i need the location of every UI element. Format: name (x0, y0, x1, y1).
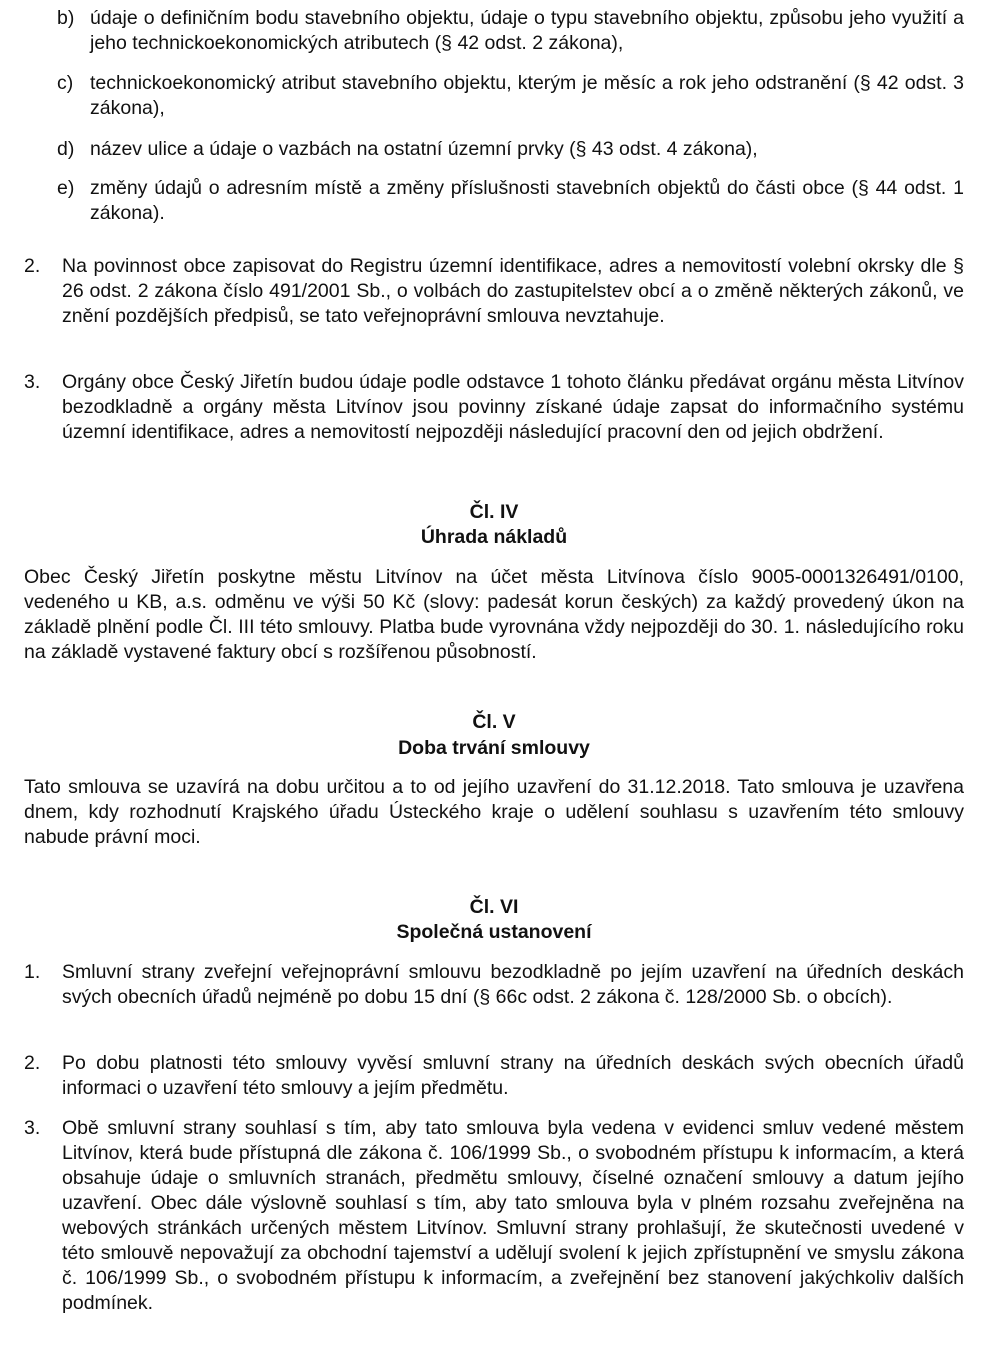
art3-point-text-3: Orgány obce Český Jiřetín budou údaje podle odstavce 1 tohoto článku předávat orgánu města Litvínov bezodkladně a orgány města Litvínov jsou povinny získané údaje zapsat do informačního systému územní identifikace, adres a nemovitostí nejpozději následující pracovní den od jejich obdržení. (62, 371, 964, 443)
item-text-e: změny údajů o adresním místě a změny příslušnosti stavebních objektů do části obce (§ 44 odst. 1 zákona). (90, 177, 964, 224)
art6-point-text-1: Smluvní strany zveřejní veřejnoprávní smlouvu bezodkladně po jejím uzavření na úředních deskách svých obecních úřadů nejméně po dobu 15 dní (§ 66c odst. 2 zákona č. 128/2000 Sb. o obcích). (62, 961, 964, 1008)
item-label-c: c) (57, 72, 74, 94)
art6-point-label-2: 2. (24, 1052, 41, 1074)
art5-number: Čl. V (472, 711, 516, 733)
art6-title: Společná ustanovení (396, 921, 592, 943)
item-label-d: d) (57, 138, 75, 160)
art3-point-text-2: Na povinnost obce zapisovat do Registru územní identifikace, adres a nemovitostí volební okrsky dle § 26 odst. 2 zákona číslo 491/2001 Sb., o volbách do zastupitelstev obcí a o změně některých zákonů, ve znění pozdějších předpisů, se tato veřejnoprávní smlouva nevztahuje. (62, 255, 964, 327)
item-label-e: e) (57, 177, 75, 199)
item-text-c: technickoekonomický atribut stavebního objektu, kterým je měsíc a rok jeho odstranění (§ 42 odst. 3 zákona), (90, 72, 964, 119)
art3-point-label-3: 3. (24, 371, 41, 393)
art6-point-label-1: 1. (24, 961, 41, 983)
item-label-b: b) (57, 7, 75, 29)
art5-title: Doba trvání smlouvy (398, 737, 590, 759)
art6-point-text-3: Obě smluvní strany souhlasí s tím, aby tato smlouva byla vedena v evidenci smluv vedené městem Litvínov, která bude přístupná dle zákona č. 106/1999 Sb., o svobodném přístupu k informacím, a která obsahuje údaje o smluvních stranách, předmětu smlouvy, číselné označení smlouvy a datum jejího uzavření. Obec dále výslovně souhlasí s tím, aby tato smlouva byla v plném rozsahu zveřejněna na webových stránkách určených městem Litvínov. Smluvní strany prohlašují, že skutečnosti uvedené v této smlouvě nepovažují za obchodní tajemství a udělují svolení k jejich zpřístupnění ve smyslu zákona č. 106/1999 Sb., o svobodném přístupu k informacím, a zveřejnění bez stanovení jakýchkoliv dalších podmínek. (62, 1117, 964, 1314)
item-text-d: název ulice a údaje o vazbách na ostatní územní prvky (§ 43 odst. 4 zákona), (90, 138, 758, 160)
art6-point-text-2: Po dobu platnosti této smlouvy vyvěsí smluvní strany na úředních deskách svých obecních úřadů informaci o uzavření této smlouvy a jejím předmětu. (62, 1052, 964, 1099)
art4-number: Čl. IV (469, 501, 519, 523)
art6-number: Čl. VI (469, 896, 519, 918)
art6-point-label-3: 3. (24, 1117, 41, 1139)
art4-title: Úhrada nákladů (420, 526, 568, 548)
art5-text: Tato smlouva se uzavírá na dobu určitou a to od jejího uzavření do 31.12.2018. Tato smlouva je uzavřena dnem, kdy rozhodnutí Krajského úřadu Ústeckého kraje o udělení souhlasu s uzavřením této smlouvy nabude právní moci. (24, 776, 964, 848)
item-text-b: údaje o definičním bodu stavebního objektu, údaje o typu stavebního objektu, způsobu jeho využití a jeho technickoekonomických atributech (§ 42 odst. 2 zákona), (90, 7, 964, 54)
art4-text: Obec Český Jiřetín poskytne městu Litvínov na účet města Litvínova číslo 9005-0001326491/0100, vedeného u KB, a.s. odměnu ve výši 50 Kč (slovy: padesát korun českých) za každý provedený úkon na základě plnění podle Čl. III této smlouvy. Platba bude vyrovnána vždy nejpozději do 30. 1. následujícího roku na základě vystavené faktury obcí s rozšířenou působností. (24, 566, 964, 663)
art3-point-label-2: 2. (24, 255, 41, 277)
